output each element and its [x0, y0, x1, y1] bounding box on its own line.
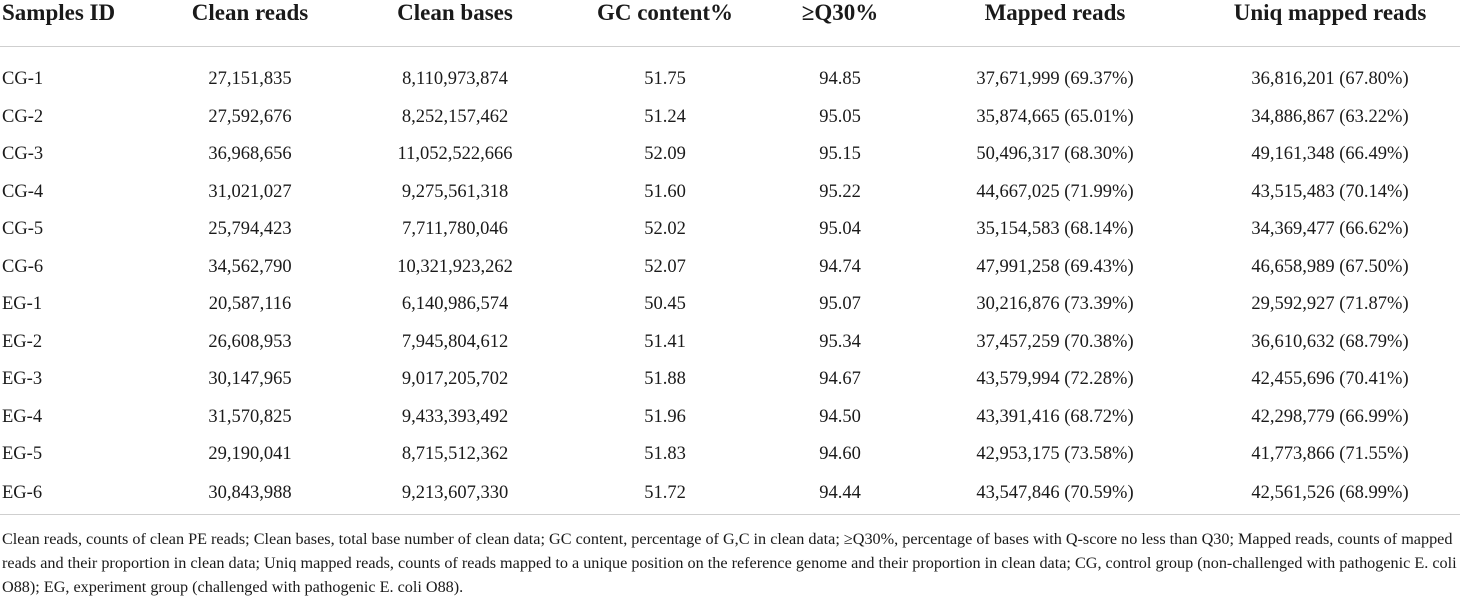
- sample-id-cell: EG-6: [0, 474, 150, 515]
- clean-bases-cell: 7,945,804,612: [401, 331, 509, 352]
- mapped-reads-cell: 42,953,175 (73.58%): [976, 444, 1134, 465]
- clean-bases-cell: 8,715,512,362: [401, 444, 509, 465]
- mapped-reads-cell: 35,874,665 (65.01%): [976, 106, 1134, 127]
- q30-cell: 94.50: [819, 406, 861, 427]
- gc-content-cell: 51.96: [644, 406, 686, 427]
- gc-content-cell: 51.60: [644, 181, 686, 202]
- clean-bases-cell: 9,433,393,492: [401, 406, 509, 427]
- clean-reads-cell: 20,587,116: [208, 294, 292, 315]
- uniq-mapped-reads-cell: 36,816,201 (67.80%): [1251, 69, 1409, 90]
- sample-id-cell: EG-1: [2, 294, 43, 315]
- table-row: [0, 211, 1460, 249]
- q30-cell: 95.34: [819, 331, 861, 352]
- uniq-mapped-reads-cell: 42,561,526 (68.99%): [1200, 474, 1460, 515]
- q30-cell: 94.44: [770, 474, 910, 515]
- q30-cell: 95.05: [819, 106, 861, 127]
- sample-id-cell: CG-6: [2, 256, 44, 277]
- uniq-mapped-reads-cell: 29,592,927 (71.87%): [1251, 294, 1409, 315]
- q30-cell: 94.60: [819, 444, 861, 465]
- sample-id-cell: CG-2: [2, 106, 44, 127]
- clean-reads-cell: 31,021,027: [208, 181, 292, 202]
- table-row: [0, 136, 1460, 174]
- sample-id-cell: CG-5: [2, 219, 44, 240]
- clean-bases-cell: 11,052,522,666: [397, 144, 513, 165]
- gc-content-cell: 52.07: [644, 256, 686, 277]
- uniq-mapped-reads-cell: 42,455,696 (70.41%): [1251, 369, 1409, 390]
- clean-reads-cell: 30,147,965: [208, 369, 292, 390]
- mapped-reads-cell: 37,671,999 (69.37%): [976, 69, 1134, 90]
- q30-cell: 95.22: [819, 181, 861, 202]
- table-header: [0, 0, 1460, 61]
- gc-content-cell: 52.02: [644, 219, 686, 240]
- sample-id-cell: EG-2: [2, 331, 43, 352]
- header-q30: ≥Q30%: [770, 0, 910, 47]
- table-row: [0, 99, 1460, 137]
- mapped-reads-cell: 50,496,317 (68.30%): [976, 144, 1134, 165]
- table-body: [0, 61, 1460, 514]
- clean-reads-cell: 29,190,041: [208, 444, 292, 465]
- sample-id-cell: CG-4: [2, 181, 44, 202]
- gc-content-cell: 52.09: [644, 144, 686, 165]
- mapped-reads-cell: 35,154,583 (68.14%): [976, 219, 1134, 240]
- clean-reads-cell: 26,608,953: [208, 331, 292, 352]
- uniq-mapped-reads-cell: 34,369,477 (66.62%): [1251, 219, 1409, 240]
- uniq-mapped-reads-cell: 36,610,632 (68.79%): [1251, 331, 1409, 352]
- sample-id-cell: CG-3: [2, 144, 44, 165]
- uniq-mapped-reads-cell: 42,298,779 (66.99%): [1251, 406, 1409, 427]
- gc-content-cell: 51.72: [560, 474, 770, 515]
- q30-cell: 94.85: [819, 69, 861, 90]
- table-row: [0, 286, 1460, 324]
- q30-cell: 94.67: [819, 369, 861, 390]
- table-row: [0, 249, 1460, 287]
- table-row: [0, 474, 1460, 515]
- clean-bases-cell: 10,321,923,262: [397, 256, 513, 277]
- gc-content-cell: 51.41: [644, 331, 686, 352]
- uniq-mapped-reads-cell: 41,773,866 (71.55%): [1251, 444, 1409, 465]
- table-row: [0, 174, 1460, 212]
- header-gc-content: GC content%: [560, 0, 770, 47]
- clean-reads-cell: 36,968,656: [208, 144, 292, 165]
- header-samples-id: Samples ID: [0, 0, 150, 47]
- clean-reads-cell: 25,794,423: [208, 219, 292, 240]
- q30-cell: 94.74: [819, 256, 861, 277]
- sample-id-cell: CG-1: [2, 69, 44, 90]
- q30-cell: 95.15: [819, 144, 861, 165]
- header-clean-reads: Clean reads: [150, 0, 350, 47]
- clean-reads-cell: 27,592,676: [208, 106, 292, 127]
- q30-cell: 95.07: [819, 294, 861, 315]
- gc-content-cell: 51.24: [644, 106, 686, 127]
- table-footnote: Clean reads, counts of clean PE reads; Clean bases, total base number of clean data; GC content, percentage of G,C in clean data; ≥Q30%, percentage of bases with Q-score no less than Q30; Mapped reads, counts of mapped reads and their proportion in clean data; Uniq mapped reads, counts of reads mapped to a unique position on the reference genome and their proportion in clean data; CG, control group (non-challenged with pathogenic E. coli O88); EG, experiment group (challenged with pathogenic E. coli O88).: [2, 530, 1457, 596]
- header-mapped-reads: Mapped reads: [910, 0, 1200, 47]
- uniq-mapped-reads-cell: 46,658,989 (67.50%): [1251, 256, 1409, 277]
- table-row: [0, 436, 1460, 474]
- q30-cell: 95.04: [819, 219, 861, 240]
- clean-reads-cell: 27,151,835: [208, 69, 292, 90]
- clean-reads-cell: 30,843,988: [150, 474, 350, 515]
- clean-bases-cell: 8,110,973,874: [402, 69, 508, 90]
- table-row: [0, 61, 1460, 99]
- mapped-reads-cell: 43,547,846 (70.59%): [910, 474, 1200, 515]
- clean-bases-cell: 6,140,986,574: [401, 294, 509, 315]
- gc-content-cell: 50.45: [644, 294, 686, 315]
- clean-reads-cell: 31,570,825: [208, 406, 292, 427]
- clean-bases-cell: 7,711,780,046: [402, 219, 508, 240]
- sample-id-cell: EG-3: [2, 369, 43, 390]
- gc-content-cell: 51.83: [644, 444, 686, 465]
- mapped-reads-cell: 30,216,876 (73.39%): [976, 294, 1134, 315]
- mapped-reads-cell: 47,991,258 (69.43%): [976, 256, 1134, 277]
- mapped-reads-cell: 43,579,994 (72.28%): [976, 369, 1134, 390]
- sample-id-cell: EG-5: [2, 444, 43, 465]
- table-row: [0, 324, 1460, 362]
- gc-content-cell: 51.75: [644, 69, 686, 90]
- header-uniq-mapped-reads: Uniq mapped reads: [1200, 0, 1460, 47]
- uniq-mapped-reads-cell: 34,886,867 (63.22%): [1251, 106, 1409, 127]
- clean-reads-cell: 34,562,790: [208, 256, 292, 277]
- clean-bases-cell: 9,017,205,702: [401, 369, 509, 390]
- sample-id-cell: EG-4: [2, 406, 43, 427]
- table-row: [0, 399, 1460, 437]
- table-row: [0, 361, 1460, 399]
- uniq-mapped-reads-cell: 43,515,483 (70.14%): [1251, 181, 1409, 202]
- mapped-reads-cell: 37,457,259 (70.38%): [976, 331, 1134, 352]
- mapped-reads-cell: 43,391,416 (68.72%): [976, 406, 1134, 427]
- clean-bases-cell: 8,252,157,462: [401, 106, 509, 127]
- gc-content-cell: 51.88: [644, 369, 686, 390]
- mapped-reads-cell: 44,667,025 (71.99%): [976, 181, 1134, 202]
- clean-bases-cell: 9,275,561,318: [401, 181, 509, 202]
- uniq-mapped-reads-cell: 49,161,348 (66.49%): [1251, 144, 1409, 165]
- header-clean-bases: Clean bases: [350, 0, 560, 47]
- clean-bases-cell: 9,213,607,330: [350, 474, 560, 515]
